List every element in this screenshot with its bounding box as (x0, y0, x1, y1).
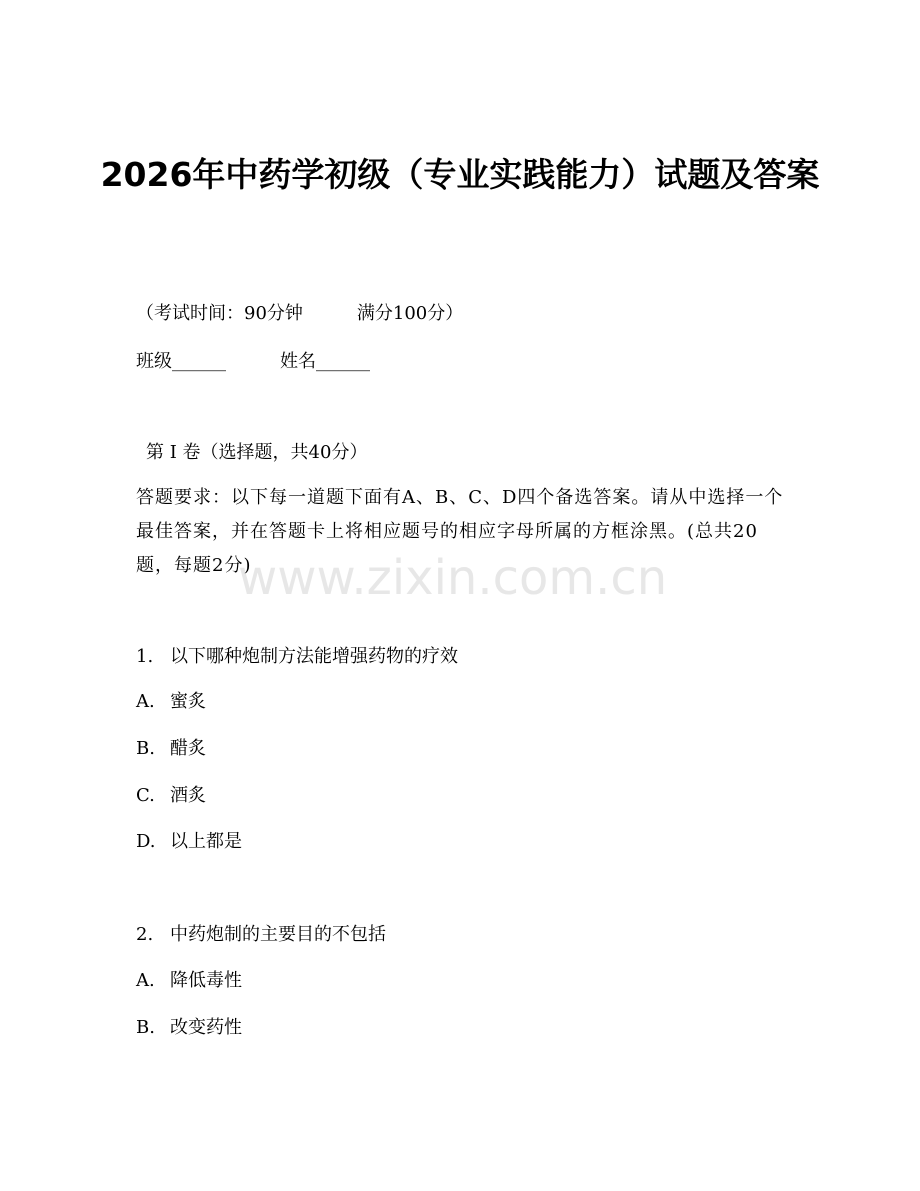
question-2-option-b (136, 1016, 242, 1040)
watermark: www.zixin.com.cn (238, 550, 668, 606)
question-1-stem (136, 645, 458, 669)
question-number: 1. (136, 646, 154, 667)
option-letter: A. (136, 970, 155, 991)
option-text: 蜜炙 (170, 691, 206, 712)
section-heading: 第 I 卷（选择题，共40分） (146, 442, 368, 463)
exam-info (136, 302, 463, 326)
option-text: 酒炙 (170, 785, 206, 806)
name-field-label: 姓名______ (280, 351, 370, 372)
question-2-stem (136, 923, 386, 947)
option-letter: A. (136, 691, 155, 712)
question-number: 2. (136, 924, 154, 945)
option-letter: B. (136, 738, 155, 759)
option-text: 醋炙 (170, 738, 206, 759)
question-1-option-b (136, 737, 206, 761)
option-letter: C. (136, 785, 155, 806)
exam-full-score: 满分100分） (356, 303, 464, 324)
question-1-option-a (136, 690, 206, 714)
question-text: 中药炮制的主要目的不包括 (170, 924, 386, 945)
document-title: 2026年中药学初级（专业实践能力）试题及答案 (100, 155, 820, 194)
question-2-option-a (136, 969, 242, 993)
question-text: 以下哪种炮制方法能增强药物的疗效 (170, 646, 458, 667)
question-1-option-c (136, 784, 206, 808)
option-letter: B. (136, 1017, 155, 1038)
student-fields (136, 350, 370, 374)
section-instructions: 答题要求：以下每一道题下面有A、B、C、D四个备选答案。请从中选择一个最佳答案，并在答题卡上将相应题号的相应字母所属的方框涂黑。(总共20题，每题2分) (136, 487, 784, 576)
option-text: 降低毒性 (170, 970, 242, 991)
option-letter: D. (136, 831, 156, 852)
option-text: 以上都是 (170, 831, 242, 852)
question-1-option-d (136, 830, 242, 854)
exam-time: （考试时间：90分钟 (136, 303, 303, 324)
class-field-label: 班级______ (136, 351, 226, 372)
option-text: 改变药性 (170, 1017, 242, 1038)
